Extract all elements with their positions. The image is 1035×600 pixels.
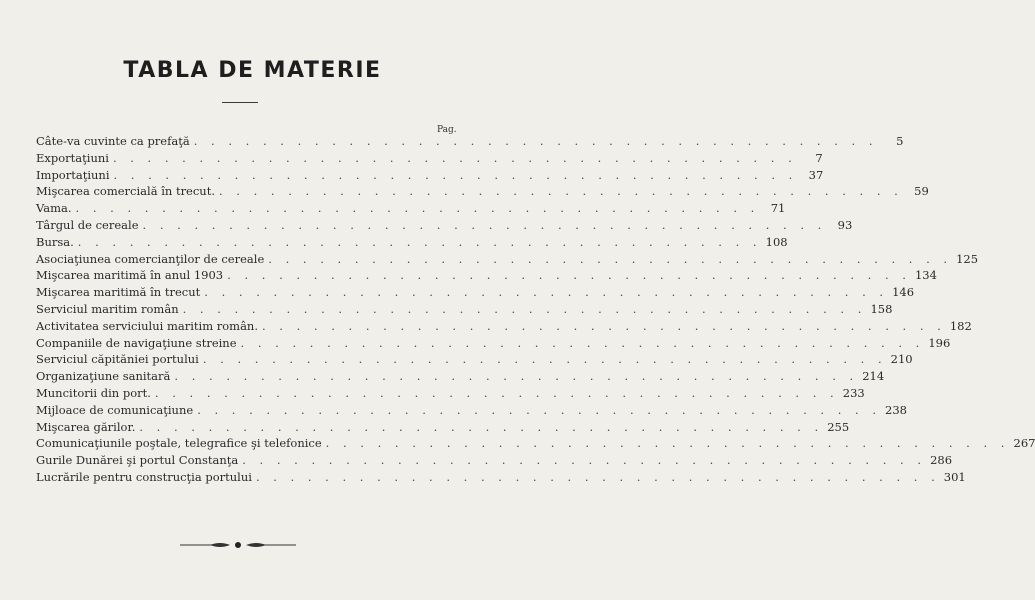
dot-leader: . . . . . . . . . . . . . . . . . . . . . . . . . . . . . . . . . . . . . . . . <box>242 453 927 468</box>
toc-entry-label: Mişcarea comercială în trecut. <box>36 184 215 199</box>
dot-leader: . . . . . . . . . . . . . . . . . . . . . . . . . . . . . . . . . . . . . . . . <box>112 150 797 165</box>
toc-entry-page-number: 37 <box>808 167 824 182</box>
dot-leader: . . . . . . . . . . . . . . . . . . . . . . . . . . . . . . . . . . . . . . . . <box>75 201 760 216</box>
dot-leader: . . . . . . . . . . . . . . . . . . . . . . . . . . . . . . . . . . . . . . . . <box>77 234 762 249</box>
toc-entry-label: Bursa. <box>36 234 74 249</box>
dot-leader: . . . . . . . . . . . . . . . . . . . . . . . . . . . . . . . . . . . . . . . . <box>182 302 867 316</box>
toc-entry <box>36 318 972 335</box>
toc-entry-label: Comunicaţiunile poştale, telegrafice şi telefonice <box>36 436 322 451</box>
dot-leader: . . . . . . . . . . . . . . . . . . . . . . . . . . . . . . . . . . . . . . . . <box>174 369 859 384</box>
page-title: TABLA DE MATERIE <box>123 58 382 83</box>
toc-entry-page-number: 71 <box>770 201 786 216</box>
toc-entry-label: Organizaţiune sanitară <box>36 369 171 384</box>
toc-entry <box>36 234 788 251</box>
toc-entry-page-number: 59 <box>914 184 929 199</box>
toc-entry <box>36 385 865 402</box>
toc-entry-page-number: 214 <box>862 369 885 384</box>
toc-entry-label: Serviciul căpităniei portului <box>36 352 199 367</box>
toc-entry-page-number: 134 <box>914 268 937 283</box>
dot-leader: . . . . . . . . . . . . . . . . . . . . . . . . . . . . . . . . . . . . . . . . <box>113 167 798 182</box>
toc-entry-page-number: 210 <box>890 352 913 367</box>
toc-entry <box>36 133 904 150</box>
toc-entry <box>36 183 929 200</box>
toc-entry-label: Exportaţiuni <box>36 150 109 165</box>
toc-entry-label: Lucrările pentru construcţia portului <box>36 470 252 484</box>
toc-entry <box>36 167 824 184</box>
title-underline <box>222 102 258 103</box>
toc-entry <box>36 469 966 486</box>
toc-entry-label: Câte-va cuvinte ca prefaţă <box>36 134 190 148</box>
dot-leader: . . . . . . . . . . . . . . . . . . . . . . . . . . . . . . . . . . . . . . . . <box>325 436 1010 451</box>
toc-entry <box>36 452 953 469</box>
toc-entry <box>36 368 885 385</box>
toc-entry <box>36 217 853 234</box>
toc-entry <box>36 150 823 167</box>
decorative-ornament <box>180 540 296 550</box>
dot-leader: . . . . . . . . . . . . . . . . . . . . . . . . . . . . . . . . . . . . . . . . <box>227 268 911 283</box>
dot-leader: . . . . . . . . . . . . . . . . . . . . . . . . . . . . . . . . . . . . . . . . <box>255 470 940 484</box>
toc-entry-page-number: 146 <box>892 285 915 300</box>
toc-entry-page-number: 5 <box>896 134 904 148</box>
dot-leader: . . . . . . . . . . . . . . . . . . . . . . . . . . . . . . . . . . . . . . . . <box>202 352 887 367</box>
toc-entry-label: Activitatea serviciului maritim român. <box>36 318 258 333</box>
toc-entry-page-number: 125 <box>956 251 979 266</box>
toc-entry-label: Companiile de navigaţiune streine <box>36 335 237 350</box>
toc-entry-page-number: 93 <box>837 218 853 232</box>
toc-entry <box>36 301 893 318</box>
toc-entry-label: Asociaţiunea comercianţilor de cereale <box>36 251 265 266</box>
toc-entry <box>36 351 913 368</box>
toc-entry-page-number: 233 <box>842 386 865 400</box>
toc-entry-label: Mişcarea maritimă în trecut <box>36 285 201 300</box>
dot-leader: . . . . . . . . . . . . . . . . . . . . . . . . . . . . . . . . . . . . . . . . <box>142 218 827 232</box>
toc-entry-label: Vama. <box>36 201 72 216</box>
toc-entry-label: Mijloace de comunicaţiune <box>36 402 194 417</box>
toc-entry <box>36 251 979 268</box>
toc-entry-label: Importaţiuni <box>36 167 110 182</box>
dot-leader: . . . . . . . . . . . . . . . . . . . . . . . . . . . . . . . . . . . . . . . . <box>219 184 903 199</box>
toc-entry <box>36 435 1035 452</box>
toc-entry <box>36 335 951 352</box>
toc-entry-label: Serviciul maritim român <box>36 302 179 316</box>
dot-leader: . . . . . . . . . . . . . . . . . . . . . . . . . . . . . . . . . . . . . . . . <box>268 251 953 266</box>
page-column-label: Pag. <box>437 125 457 135</box>
toc-entry <box>36 284 915 301</box>
toc-entry-label: Târgul de cereale <box>36 218 139 232</box>
toc-entry <box>36 267 937 284</box>
toc-entry-label: Mişcarea gărilor. <box>36 419 136 434</box>
dot-leader: . . . . . . . . . . . . . . . . . . . . . . . . . . . . . . . . . . . . . . . . <box>154 386 839 400</box>
toc-entry <box>36 402 907 419</box>
dot-leader: . . . . . . . . . . . . . . . . . . . . . . . . . . . . . . . . . . . . . . . . <box>197 402 881 417</box>
toc-entry-page-number: 7 <box>815 150 823 165</box>
toc-entry <box>36 419 850 436</box>
toc-entry-page-number: 108 <box>765 234 788 249</box>
toc-entry-label: Mişcarea maritimă în anul 1903 <box>36 268 224 283</box>
toc-entry-page-number: 238 <box>885 402 907 417</box>
dot-leader: . . . . . . . . . . . . . . . . . . . . . . . . . . . . . . . . . . . . . . . . <box>204 285 889 300</box>
toc-entry-page-number: 255 <box>827 419 850 434</box>
toc-entry-page-number: 196 <box>928 335 951 350</box>
toc-entry-page-number: 301 <box>943 470 966 484</box>
toc-entry-label: Muncitorii din port. <box>36 386 151 400</box>
toc-entry-page-number: 286 <box>930 453 953 468</box>
toc-entry-label: Gurile Dunărei şi portul Constanţa <box>36 453 239 468</box>
dot-leader: . . . . . . . . . . . . . . . . . . . . . . . . . . . . . . . . . . . . . . . . <box>262 318 946 333</box>
dot-leader: . . . . . . . . . . . . . . . . . . . . . . . . . . . . . . . . . . . . . . . . <box>240 335 925 350</box>
toc-entry-page-number: 267 <box>1013 436 1035 451</box>
toc-entry-page-number: 158 <box>870 302 893 316</box>
dot-leader: . . . . . . . . . . . . . . . . . . . . . . . . . . . . . . . . . . . . . . . . <box>139 419 824 434</box>
dot-leader: . . . . . . . . . . . . . . . . . . . . . . . . . . . . . . . . . . . . . . . . <box>193 134 878 148</box>
toc-entry <box>36 200 786 217</box>
toc-entry-page-number: 182 <box>949 318 972 333</box>
